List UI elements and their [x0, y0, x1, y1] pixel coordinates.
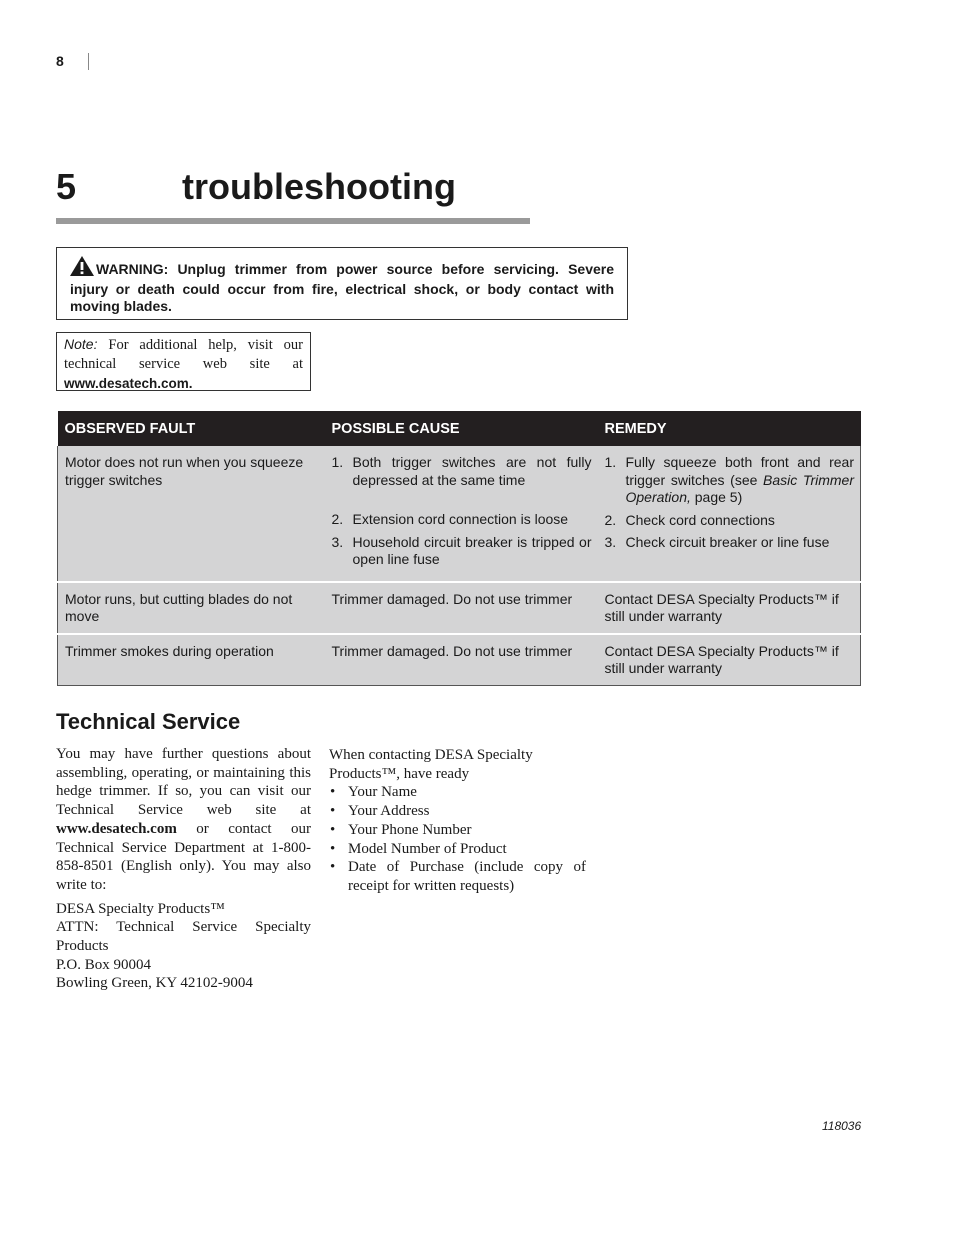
note-label: Note:: [64, 336, 98, 352]
section-title: Technical Service: [56, 709, 241, 734]
document-code: 118036: [822, 1119, 862, 1133]
service-intro: When contacting DESA Specialty Products™, have ready: [329, 747, 533, 782]
cause-cell: Trimmer damaged. Do not use trimmer: [325, 634, 598, 686]
header-possible-cause: POSSIBLE CAUSE: [325, 411, 598, 446]
remedy-cell: [598, 446, 861, 582]
note-box: [56, 332, 311, 391]
cause-cell: [325, 446, 598, 582]
cause-item: 1. Both trigger switches are not fully depressed at the same time: [331, 454, 592, 488]
page-number: 8: [56, 53, 64, 69]
list-item: • Your Name: [330, 784, 417, 801]
fault-cell: Trimmer smokes during operation: [58, 634, 325, 686]
service-url: www.desatech.com: [56, 820, 177, 837]
warning-box: [56, 247, 628, 320]
list-item: • Date of Purchase (include copy of receipt for written requests): [330, 859, 586, 894]
warning-text: WARNING: Unplug trimmer from power source before servicing. Severe injury or death could occur from fire, electrical shock, or body contact with moving blades.: [70, 261, 614, 314]
list-item: • Your Address: [330, 803, 430, 820]
remedy-item: 1. Fully squeeze both front and rear trigger switches (see Basic Trimmer Operation, page 5): [604, 454, 854, 505]
header-divider: [88, 53, 89, 70]
remedy-cell: Contact DESA Specialty Products™ if still under warranty: [598, 634, 861, 686]
mailing-address: DESA Specialty Products™ ATTN: Technical Service Specialty Products P.O. Box 90004 Bowling Green, KY 42102-9004: [56, 900, 311, 992]
service-column-right: [329, 746, 586, 896]
chapter-title: troubleshooting: [182, 166, 456, 207]
remedy-item: 3. Check circuit breaker or line fuse: [604, 534, 830, 550]
table-header-row: [58, 411, 861, 446]
chapter-number: 5: [56, 166, 77, 207]
contact-checklist: [329, 783, 586, 895]
troubleshooting-table: [57, 411, 861, 686]
remedy-cell: Contact DESA Specialty Products™ if still under warranty: [598, 582, 861, 634]
fault-cell: Motor does not run when you squeeze trigger switches: [58, 446, 325, 582]
chapter-rule: [56, 218, 530, 224]
service-paragraph: You may have further questions about assembling, operating, or maintaining this hedge trimmer. If so, you can visit our Technical Service web site at www.desatech.com or contact our Technical Service Department at 1-800-858-8501 (English only). You may also write to:: [56, 746, 311, 893]
cause-item: 3. Household circuit breaker is tripped or open line fuse: [331, 533, 592, 567]
table-row: [58, 634, 861, 686]
warning-triangle-icon: [70, 256, 94, 281]
list-item: • Your Phone Number: [330, 821, 472, 838]
table-row: [58, 582, 861, 634]
header-remedy: REMEDY: [598, 411, 861, 446]
fault-cell: Motor runs, but cutting blades do not move: [58, 582, 325, 634]
note-url: www.desatech.com.: [64, 376, 193, 391]
list-item: • Model Number of Product: [330, 840, 507, 857]
cause-item: 2. Extension cord connection is loose: [331, 511, 569, 527]
remedy-item: 2. Check cord connections: [604, 511, 775, 528]
table-row: [58, 446, 861, 582]
service-column-left: [56, 745, 311, 993]
header-observed-fault: OBSERVED FAULT: [58, 411, 325, 446]
cause-cell: Trimmer damaged. Do not use trimmer: [325, 582, 598, 634]
note-text: For additional help, visit our technical service web site at: [64, 337, 304, 372]
